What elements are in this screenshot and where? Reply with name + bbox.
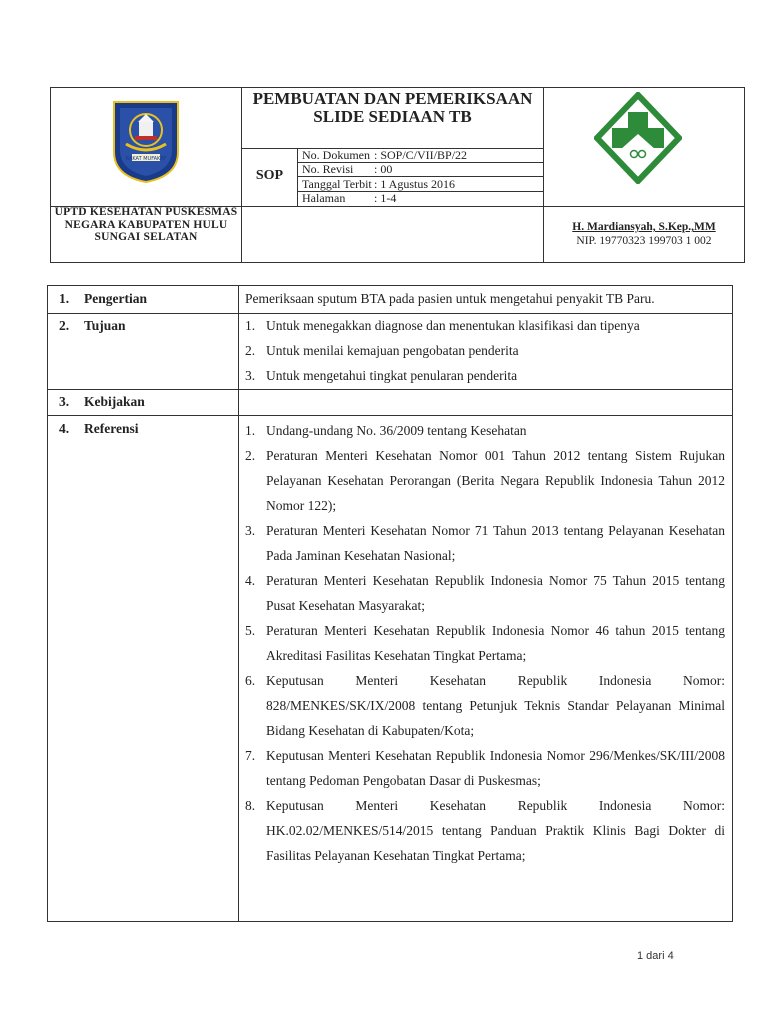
section-label-pengertian: 1. Pengertian bbox=[59, 291, 147, 306]
section-label-kebijakan: 3. Kebijakan bbox=[59, 394, 145, 409]
doc-field-label: No. Dokumen bbox=[302, 148, 370, 162]
doc-field-value: : SOP/C/VII/BP/22 bbox=[374, 148, 468, 162]
list-item: 5. Peraturan Menteri Kesehatan Republik Indonesia Nomor 46 tahun 2015 tentang Akreditasi Fasilitas Kesehatan Tingkat Pertama; bbox=[245, 623, 725, 663]
list-item: 3. Untuk mengetahui tingkat penularan penderita bbox=[245, 368, 518, 383]
doc-field-row bbox=[302, 192, 396, 205]
doc-field-label: No. Revisi bbox=[302, 162, 354, 176]
signatory bbox=[543, 220, 745, 248]
doc-field-row bbox=[302, 178, 455, 191]
section-label-referensi: 4. Referensi bbox=[59, 421, 139, 436]
reference-list bbox=[245, 418, 725, 868]
doc-field-value: : 00 bbox=[374, 162, 393, 176]
doc-field-value: : 1 Agustus 2016 bbox=[374, 177, 456, 191]
regency-emblem-logo bbox=[112, 100, 180, 184]
divider bbox=[47, 415, 733, 416]
emblem-banner-text: RAKAT MUFAKAT bbox=[125, 156, 167, 162]
page-number: 1 dari 4 bbox=[637, 950, 674, 962]
doc-field-value: : 1-4 bbox=[374, 191, 397, 205]
doc-field-row bbox=[302, 149, 467, 162]
list-item: 1. Undang-undang No. 36/2009 tentang Kesehatan bbox=[245, 423, 527, 438]
list-item: 6. Keputusan Menteri Kesehatan Republik Indonesia Nomor: 828/MENKES/SK/IX/2008 tentang Petunjuk Teknis Standar Pelayanan Minimal Bidang Kesehatan di Kabupaten/Kota; bbox=[245, 673, 725, 738]
doc-field-label: Halaman bbox=[302, 191, 346, 205]
list-item: 8. Keputusan Menteri Kesehatan Republik Indonesia Nomor: HK.02.02/MENKES/514/2015 tentang Panduan Praktik Klinis Bagi Dokter di Fasilitas Pelayanan Kesehatan Tingkat Pertama; bbox=[245, 798, 725, 863]
doc-field-label: Tanggal Terbit bbox=[302, 177, 372, 191]
divider bbox=[47, 313, 733, 314]
list-item: 3. Peraturan Menteri Kesehatan Nomor 71 Tahun 2013 tentang Pelayanan Kesehatan Pada Jaminan Kesehatan Nasional; bbox=[245, 523, 725, 563]
list-item: 2. Untuk menilai kemajuan pengobatan penderita bbox=[245, 343, 519, 358]
list-item: 1. Untuk menegakkan diagnose dan menentukan klasifikasi dan tipenya bbox=[245, 318, 640, 333]
puskesmas-logo bbox=[594, 92, 682, 184]
list-item: 7. Keputusan Menteri Kesehatan Republik Indonesia Nomor 296/Menkes/SK/III/2008 tentang Pedoman Pengobatan Dasar di Puskesmas; bbox=[245, 748, 725, 788]
organization-name: UPTD KESEHATAN PUSKESMAS NEGARA KABUPATEN HULU SUNGAI SELATAN bbox=[54, 206, 238, 243]
sop-label: SOP bbox=[255, 168, 284, 183]
signatory-name: H. Mardiansyah, S.Kep.,MM bbox=[572, 221, 716, 233]
signatory-nip: NIP. 19770323 199703 1 002 bbox=[576, 235, 712, 247]
doc-field-row bbox=[302, 163, 392, 176]
section-label-tujuan: 2. Tujuan bbox=[59, 318, 126, 333]
pengertian-text: Pemeriksaan sputum BTA pada pasien untuk mengetahui penyakit TB Paru. bbox=[245, 291, 655, 306]
list-item: 2. Peraturan Menteri Kesehatan Nomor 001 Tahun 2012 tentang Sistem Rujukan Pelayanan Kesehatan Perorangan (Berita Negara Republik Indonesia Tahun 2012 Nomor 122); bbox=[245, 448, 725, 513]
divider bbox=[297, 148, 298, 206]
list-item: 4. Peraturan Menteri Kesehatan Republik Indonesia Nomor 75 Tahun 2015 tentang Pusat Kesehatan Masyarakat; bbox=[245, 573, 725, 613]
document-title: PEMBUATAN DAN PEMERIKSAAN SLIDE SEDIAAN TB bbox=[252, 89, 533, 126]
divider bbox=[238, 285, 239, 922]
divider bbox=[47, 389, 733, 390]
